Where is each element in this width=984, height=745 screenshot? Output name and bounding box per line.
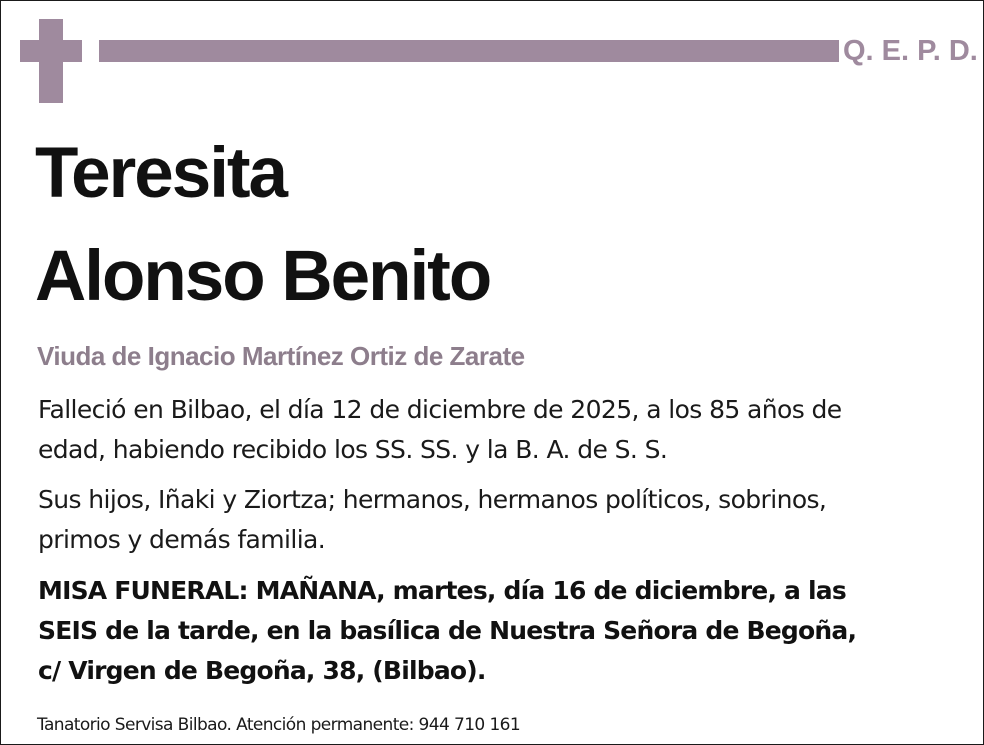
header-rule (99, 40, 839, 62)
funeral-mass-paragraph (38, 571, 958, 691)
death-notice-line: Falleció en Bilbao, el día 12 de diciembre de 2025, a los 85 años de (38, 395, 842, 424)
deceased-relation: Viuda de Ignacio Martínez Ortiz de Zarate (37, 341, 525, 371)
death-notice-paragraph (38, 390, 958, 470)
funeral-home-footer: Tanatorio Servisa Bilbao. Atención permanente: 944 710 161 (37, 715, 521, 735)
death-notice-line: edad, habiendo recibido los SS. SS. y la B. A. de S. S. (38, 435, 668, 464)
cross-icon-crossbar (20, 40, 82, 62)
deceased-surnames: Alonso Benito (35, 237, 491, 316)
family-line: Sus hijos, Iñaki y Ziortza; hermanos, hermanos políticos, sobrinos, (38, 485, 827, 514)
funeral-line: MISA FUNERAL: MAÑANA, martes, día 16 de diciembre, a las (38, 576, 846, 605)
family-line: primos y demás familia. (38, 525, 326, 554)
qepd-mark: Q. E. P. D. (843, 35, 978, 67)
funeral-line: SEIS de la tarde, en la basílica de Nuestra Señora de Begoña, (38, 616, 857, 645)
family-paragraph (38, 480, 958, 560)
funeral-line: c/ Virgen de Begoña, 38, (Bilbao). (38, 656, 486, 685)
deceased-first-name: Teresita (35, 134, 287, 213)
